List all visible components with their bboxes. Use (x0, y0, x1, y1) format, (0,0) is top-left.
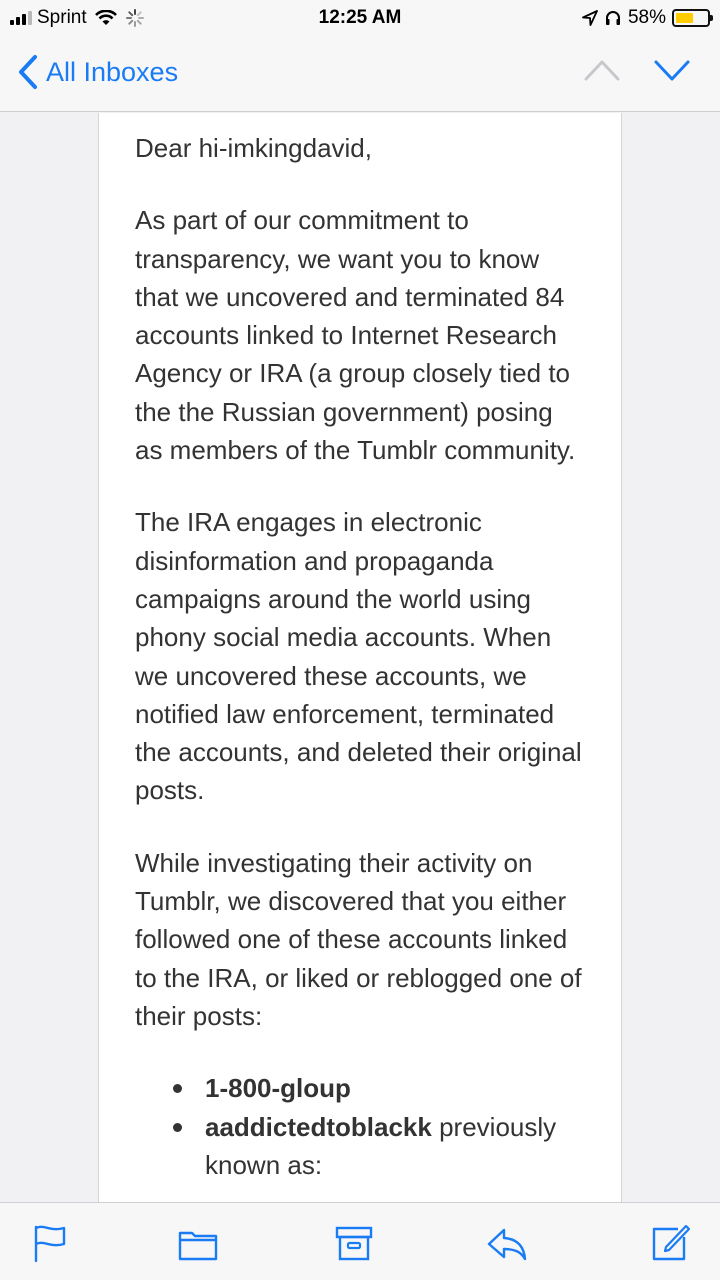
battery-percent: 58% (627, 7, 666, 28)
bottom-toolbar (0, 1202, 720, 1280)
headphones-icon (604, 9, 622, 27)
account-note: previously known as: (205, 1111, 557, 1180)
location-arrow-icon (582, 10, 598, 26)
folder-icon[interactable] (178, 1223, 218, 1263)
back-button[interactable] (18, 54, 178, 90)
status-right (582, 7, 710, 29)
list-item (169, 1069, 585, 1107)
message-navigation (584, 58, 690, 82)
flag-icon[interactable] (30, 1223, 70, 1263)
email-card (98, 113, 622, 1202)
status-time: 12:25 AM (318, 7, 402, 28)
email-greeting: Dear hi-imkingdavid, (135, 133, 372, 163)
chevron-left-icon (18, 54, 38, 90)
battery-icon (672, 9, 710, 27)
status-bar (0, 0, 720, 36)
reply-icon[interactable] (487, 1223, 527, 1263)
chevron-down-icon[interactable] (654, 58, 690, 82)
account-name: aaddictedtoblackk (205, 1111, 432, 1142)
nav-bar (0, 36, 720, 112)
email-paragraph: As part of our commitment to transparency, we want you to know that we uncovered and terminated 84 accounts linked to Internet Research Agency or IRA (a group closely tied to the the Russian government) posing as members of the Tumblr community. (135, 205, 576, 466)
email-paragraph: While investigating their activity on Tumblr, we discovered that you either followed one of these accounts linked to the IRA, or liked or reblogged one of their posts: (135, 847, 582, 1031)
carrier-name: Sprint (37, 7, 87, 28)
account-list (135, 1069, 585, 1184)
email-paragraph: The IRA engages in electronic disinformation and propaganda campaigns around the world using phony social media accounts. When we uncovered these accounts, we notified law enforcement, terminated the accounts, and deleted their original posts. (135, 507, 582, 806)
list-item (169, 1108, 585, 1185)
account-name: 1-800-gloup (205, 1073, 351, 1104)
chevron-up-icon[interactable] (584, 58, 620, 82)
archive-icon[interactable] (334, 1223, 374, 1263)
back-label: All Inboxes (46, 56, 179, 87)
email-body-scroll[interactable] (0, 113, 720, 1202)
compose-icon[interactable] (650, 1223, 690, 1263)
